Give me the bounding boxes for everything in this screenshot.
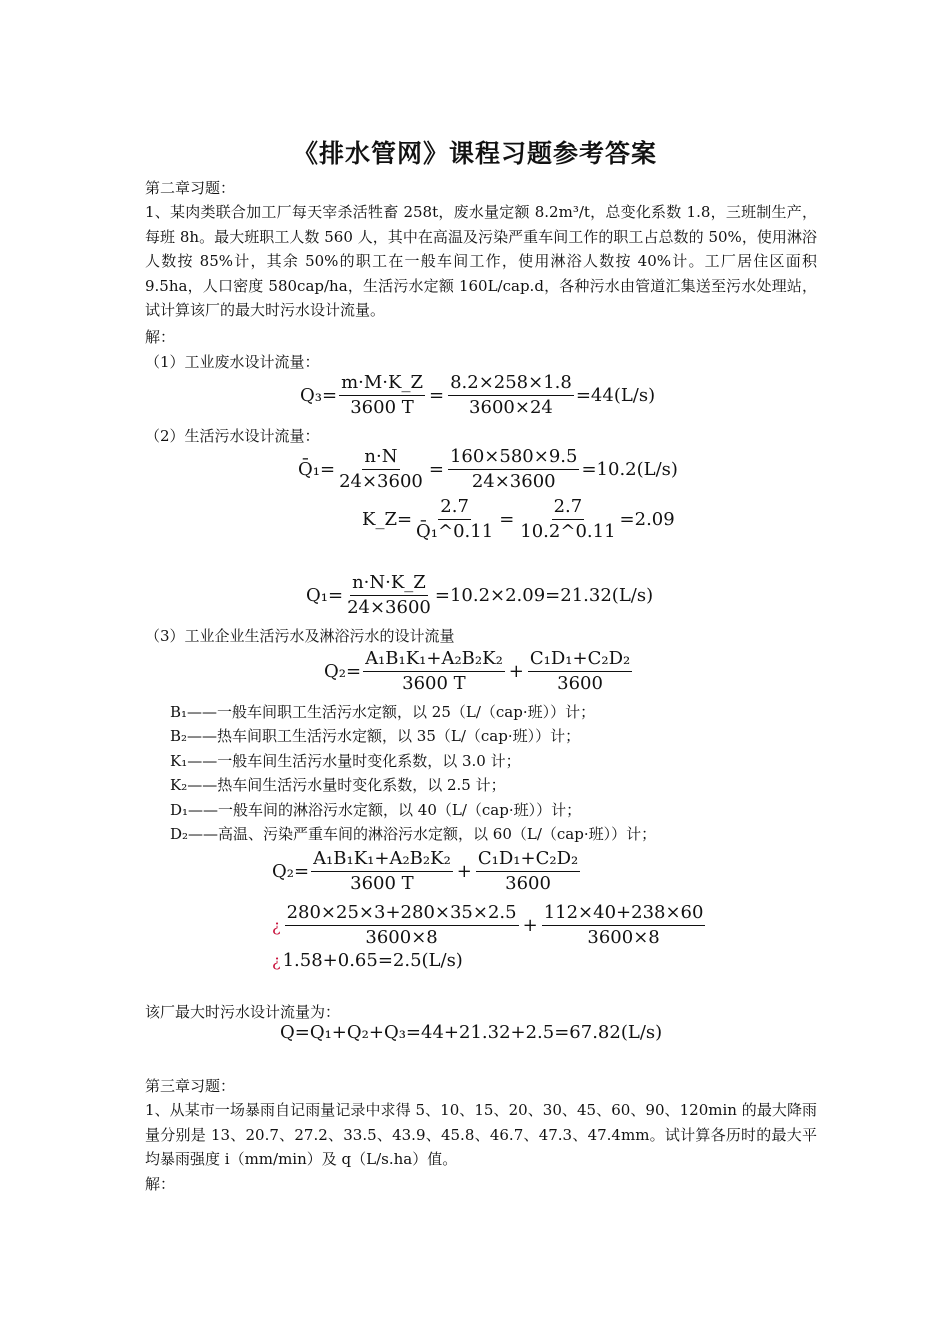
eq-numerator: A₁B₁K₁+A₂B₂K₂ xyxy=(363,648,505,672)
section3-label: （3）工业企业生活污水及淋浴污水的设计流量 xyxy=(145,627,455,645)
equation-q2-calc-line3 xyxy=(272,950,463,971)
eq-result: =10.2×2.09=21.32(L/s) xyxy=(434,585,654,606)
eq-lhs: Q₂= xyxy=(324,661,362,682)
eq-denominator: 24×3600 xyxy=(339,471,423,492)
definition-item: K₂——热车间生活污水量时变化系数，以 2.5 计； xyxy=(170,776,506,794)
problem2-text: 1、从某市一场暴雨自记雨量记录中求得 5、10、15、20、30、45、60、90、120min 的最大降雨量分别是 13、20.7、27.2、33.5、43.9、45.8、46.7、47.3、47.4mm。试计算各历时的最大平均暴雨强度 i（mm/min）及 q（L/s.ha）值。 xyxy=(145,1101,817,1169)
inverted-question-mark: ¿ xyxy=(272,951,281,970)
eq-fraction xyxy=(345,572,433,619)
eq-result: =2.09 xyxy=(619,509,675,530)
eq-denominator: 24×3600 xyxy=(347,597,431,618)
solution-label: 解： xyxy=(145,328,176,346)
eq-lhs: Q₂= xyxy=(272,861,310,882)
eq-fraction xyxy=(363,648,505,695)
eq-denominator: 10.2^0.11 xyxy=(520,521,616,542)
eq-numerator: n·N xyxy=(362,446,399,470)
definition-item: D₂——高温、污染严重车间的淋浴污水定额，以 60（L/（cap·班））计； xyxy=(170,825,657,843)
definition-item: K₁——一般车间生活污水量时变化系数，以 3.0 计； xyxy=(170,752,521,770)
eq-numerator: 160×580×9.5 xyxy=(448,446,580,470)
eq-lhs: Q₃= xyxy=(300,385,338,406)
eq-numerator: 2.7 xyxy=(438,496,471,520)
eq-denominator: 3600 T xyxy=(402,673,466,694)
equation-q3: Q₃= $\frac{m\cdot M\cdot K\_Z}{3600 T}$ = $\frac{8.2\times 258\times 1.8}{3600\times 24}$ =44(L/s) xyxy=(300,372,656,418)
eq-denominator: 3600 xyxy=(557,673,603,694)
definition-item: B₂——热车间职工生活污水定额，以 35（L/（cap·班））计； xyxy=(170,727,581,745)
problem1-text: 1、某肉类联合加工厂每天宰杀活牲畜 258t，废水量定额 8.2m³/t，总变化系数 1.8，三班制生产，每班 8h。最大班职工人数 560 人，其中在高温及污染严重车间工作的职工占总数的 50%，使用淋浴人数按 85%计，其余 50%的职工在一般车间工作，使用淋浴人数按 40%计。工厂居住区面积 9.5ha，人口密度 580cap/ha，生活污水定额 160L/cap.d，各种污水由管道汇集送至污水处理站，试计算该厂的最大时污水设计流量。 xyxy=(145,203,817,320)
eq-fraction xyxy=(528,648,632,695)
inverted-question-mark: ¿ xyxy=(272,916,281,935)
eq-fraction xyxy=(311,848,453,895)
eq-result: =10.2(L/s) xyxy=(581,459,678,480)
page-title: 《排水管网》课程习题参考答案 xyxy=(292,139,657,168)
eq-fraction xyxy=(476,848,580,895)
equation-total-q xyxy=(280,1022,662,1043)
eq-numerator: 112×40+238×60 xyxy=(542,902,706,926)
eq-result: 1.58+0.65=2.5(L/s) xyxy=(282,950,463,971)
eq-numerator: 280×25×3+280×35×2.5 xyxy=(285,902,519,926)
chapter2-heading: 第二章习题： xyxy=(145,179,236,197)
eq-fraction xyxy=(285,902,519,949)
eq-fraction xyxy=(414,496,495,543)
eq-denominator: 3600×8 xyxy=(365,927,438,948)
eq-result: =44(L/s) xyxy=(575,385,656,406)
equation-q2-calc-line1: Q₂= $\frac{\text{A₁B₁K₁+A₂B₂K₂}}{3600 T}$ + $\frac{\text{C₁D₁+C₂D₂}}{3600}$ xyxy=(272,848,579,894)
eq-fraction xyxy=(518,496,617,543)
eq-fraction xyxy=(542,902,706,949)
solution-label: 解： xyxy=(145,1175,176,1193)
eq-denominator: 3600 xyxy=(505,873,551,894)
eq-denominator: 3600 T xyxy=(350,873,414,894)
eq-denominator: 3600×8 xyxy=(587,927,660,948)
eq-lhs: K_Z= xyxy=(362,509,413,530)
eq-result: Q=Q₁+Q₂+Q₃=44+21.32+2.5=67.82(L/s) xyxy=(280,1022,663,1043)
definition-item: D₁——一般车间的淋浴污水定额，以 40（L/（cap·班））计； xyxy=(170,801,582,819)
eq-fraction xyxy=(448,372,574,419)
equation-q2-formula: Q₂= $\frac{\text{A₁B₁K₁+A₂B₂K₂}}{3600 T}$ + $\frac{\text{C₁D₁+C₂D₂}}{3600}$ xyxy=(324,648,631,694)
equation-q1 xyxy=(306,572,653,619)
eq-denominator: 24×3600 xyxy=(471,471,556,492)
section2-label: （2）生活污水设计流量： xyxy=(145,427,320,445)
eq-numerator: 8.2×258×1.8 xyxy=(448,372,574,396)
chapter3-heading: 第三章习题： xyxy=(145,1077,236,1095)
eq-fraction xyxy=(448,446,580,493)
eq-numerator: C₁D₁+C₂D₂ xyxy=(528,648,632,672)
eq-numerator: C₁D₁+C₂D₂ xyxy=(476,848,580,872)
eq-numerator: n·N·K_Z xyxy=(350,572,428,596)
eq-numerator: 2.7 xyxy=(552,496,585,520)
eq-denominator: Q̄₁^0.11 xyxy=(416,521,494,542)
definition-item: B₁——一般车间职工生活污水定额，以 25（L/（cap·班））计； xyxy=(170,703,596,721)
section1-label: （1）工业废水设计流量： xyxy=(145,353,320,371)
equation-q2-calc-line2: ¿ $\frac{280\times 25\times 3+280\times 35\times 2.5}{3600\times 8}$ + $\frac{112\times 40+238\times 60}{3600\times 8}$ xyxy=(272,902,704,948)
eq-lhs: Q₁= xyxy=(306,585,344,606)
eq-fraction xyxy=(337,446,425,493)
eq-lhs: Q̄₁= xyxy=(298,459,336,480)
eq-numerator: m·M·K_Z xyxy=(339,372,425,396)
equation-kz: K_Z= $\frac{2.7}{\text{Q̄₁\textasciicircum{}0.11}}$ = $\frac{2.7}{10.2\^{}0.11}$ =2.09 xyxy=(362,496,675,542)
equation-q1-mean: Q̄₁= $\frac{n\cdot N}{24\times 3600}$ = $\frac{160\times 580\times 9.5}{24\times 3600}$ =10.2(L/s) xyxy=(298,446,678,492)
eq-numerator: A₁B₁K₁+A₂B₂K₂ xyxy=(311,848,453,872)
eq-denominator: 3600 T xyxy=(350,397,414,418)
total-flow-label: 该厂最大时污水设计流量为： xyxy=(145,1003,341,1021)
eq-fraction xyxy=(339,372,425,419)
eq-denominator: 3600×24 xyxy=(469,397,553,418)
